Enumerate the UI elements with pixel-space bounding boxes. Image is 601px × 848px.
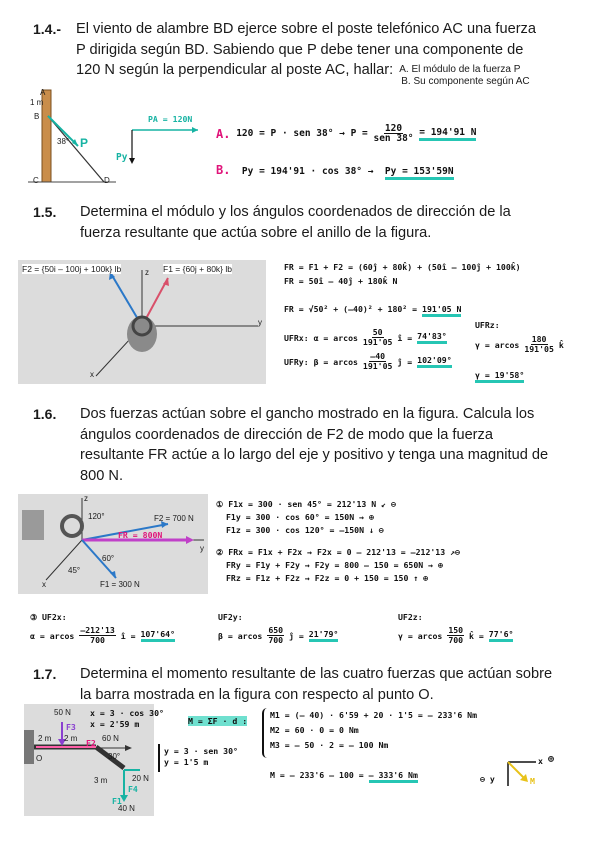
- u-f2x: [30, 626, 175, 645]
- gamma-result: γ = 19'58°: [475, 370, 524, 383]
- u-f2y-title: UF2y:: [218, 612, 243, 622]
- label-b: B: [34, 112, 40, 121]
- axis-x-label: x: [90, 370, 94, 379]
- moment-2: M2 = 60 · 0 = 0 Nm: [270, 725, 359, 735]
- point-o: O: [36, 754, 43, 763]
- ring-diagram: [18, 260, 266, 384]
- statement-line: 120 N según la perpendicular al poste AC, hallar:: [76, 62, 394, 78]
- step-marker: ①: [216, 499, 224, 509]
- answer-a: [216, 124, 476, 143]
- u-f2z: [398, 626, 513, 645]
- statement-line: P dirigida según BD. Sabiendo que P debe tener una componente de: [76, 41, 524, 58]
- beta-result: 21'79°: [309, 629, 339, 642]
- step-line: F1z = 300 · cos 120° = –150N ↓ ⊖: [226, 525, 384, 535]
- hook-figure: [18, 494, 208, 594]
- alpha-expr: α = arcos: [30, 630, 75, 641]
- problem-number-1-6: 1.6.: [33, 406, 57, 422]
- angle-60: 60°: [102, 554, 115, 563]
- frac-den: 191'05: [362, 337, 393, 347]
- pa-label: PA = 120N: [148, 114, 193, 124]
- f20-label: 20 N: [132, 774, 149, 783]
- frac-num: –212'13: [80, 625, 115, 635]
- axis-z-label: z: [84, 494, 88, 503]
- step-line: FRy = F1y + F2y → F2y = 800 – 150 = 650N → ⊕: [226, 560, 443, 570]
- y-calc: [164, 746, 238, 768]
- u-f2y: [218, 626, 338, 645]
- f50-label: 50 N: [54, 708, 71, 717]
- x-value: x = 2'59 m: [90, 719, 140, 729]
- question-a: A. El módulo de la fuerza P: [399, 64, 521, 75]
- frac-den: 191'05: [362, 361, 393, 371]
- frac-den: 700: [448, 635, 464, 645]
- frac-num: 650: [268, 625, 284, 635]
- unit-j: ĵ =: [397, 356, 413, 367]
- problem-1-4-statement: [76, 19, 566, 88]
- hw-1-5-gamma-result: [475, 370, 524, 380]
- step-line: F1x = 300 · sen 45° = 212'13 N ↙ ⊖: [228, 499, 396, 509]
- frac-num: 120: [384, 123, 403, 134]
- bracket: [158, 744, 160, 772]
- axis-x-label: x: [42, 580, 46, 589]
- gamma-result: 77'6°: [489, 629, 514, 642]
- alpha-expr: UFRx: α = arcos: [284, 332, 358, 343]
- answer-a-eq: 120 = P · sen 38° → P =: [236, 128, 368, 139]
- moment-total: [270, 770, 418, 780]
- y-expr: y = 3 · sen 30°: [164, 746, 238, 756]
- f40-label: 40 N: [118, 804, 135, 813]
- frac-num: 150: [448, 625, 464, 635]
- gamma-expr: γ = arcos: [398, 630, 443, 641]
- step-2: [216, 546, 460, 585]
- label-p: P: [80, 136, 89, 150]
- pa-pyfbd: [110, 116, 210, 171]
- axis-m-label: M: [530, 776, 535, 786]
- axis-z-label: z: [145, 268, 149, 277]
- step-3-marker: ③: [30, 612, 38, 622]
- moments-list: [270, 708, 477, 753]
- statement-line: la barra mostrada en la figura con respecto al punto O.: [80, 686, 434, 703]
- moment-total-result: – 333'6 Nm: [369, 770, 418, 783]
- dim-2m-b: 2 m: [64, 734, 78, 743]
- frac-num: 50: [372, 327, 383, 337]
- frac-num: 180: [531, 334, 547, 344]
- alpha-result: 74'83°: [417, 331, 447, 344]
- py-label: Py: [116, 152, 128, 163]
- beta-expr: β = arcos: [218, 630, 263, 641]
- answer-b: [216, 163, 454, 177]
- hw-1-5-line2: FR = 50î – 40ĵ + 180k̂ N: [284, 276, 398, 286]
- beta-expr: UFRy: β = arcos: [284, 356, 358, 367]
- frac-den: 700: [90, 635, 105, 645]
- u-f2x-title: UF2x:: [42, 612, 67, 622]
- x-expr: x = 3 · cos 30°: [90, 708, 164, 718]
- answer-b-letter: B.: [216, 163, 231, 177]
- frac-num: –40: [370, 351, 386, 361]
- moment-formula: [188, 716, 247, 726]
- frac-den: 191'05: [524, 344, 554, 354]
- f3-tag: F3: [66, 722, 76, 732]
- label-d: D: [104, 176, 110, 185]
- axis-y-label: y: [200, 544, 204, 553]
- axis-x-label: x: [538, 756, 543, 766]
- problem-1-6-statement: [80, 404, 572, 486]
- angle-30: 30°: [108, 752, 121, 761]
- problem-number-1-5: 1.5.: [33, 204, 57, 220]
- f2-label: F2 = {50i – 100j + 100k} lb: [22, 264, 122, 274]
- axis-y-label: y: [258, 318, 262, 327]
- unit-i: î =: [397, 332, 413, 343]
- unit-k: k̂ =: [469, 630, 484, 641]
- dim-3m: 3 m: [94, 776, 108, 785]
- label-angle: 38°: [57, 137, 70, 146]
- moment-box: M = ΣF · d :: [188, 716, 248, 726]
- answer-a-letter: A.: [216, 126, 231, 141]
- step-line: FRz = F1z + F2z → F2z = 0 + 150 = 150 ↑ ⊕: [226, 573, 429, 583]
- statement-line: El viento de alambre BD ejerce sobre el poste telefónico AC una fuerza: [76, 21, 536, 37]
- statement-line: ángulos coordenados de dirección de F2 de modo que la fuerza: [80, 426, 493, 443]
- f60-label: 60 N: [102, 734, 119, 743]
- frac-den: 700: [268, 635, 284, 645]
- statement-line: Dos fuerzas actúan sobre el gancho mostrado en la figura. Calcula los: [80, 406, 535, 422]
- moment-total-expr: M = – 233'6 – 100 =: [270, 770, 364, 780]
- hw-1-5-gamma-title: UFRz:: [475, 320, 500, 330]
- unit-i: î =: [120, 630, 136, 641]
- angle-120: 120°: [88, 512, 105, 521]
- fr-label: FR = 800N: [118, 530, 163, 540]
- answer-b-result: Py = 153'59N: [385, 166, 454, 180]
- resultant-expr: FR = √50² + (–40)² + 180² =: [284, 304, 418, 314]
- problem-number-1-4: 1.4.-: [33, 21, 62, 37]
- resultant-value: 191'05 N: [422, 304, 461, 317]
- problem-number-1-7: 1.7.: [33, 666, 57, 682]
- f2-label: F2 = 700 N: [154, 514, 194, 523]
- statement-line: Determina el momento resultante de las cuatro fuerzas que actúan sobre: [80, 666, 553, 682]
- ring-figure: [18, 260, 266, 384]
- statement-line: Determina el módulo y los ángulos coordenados de dirección de la: [80, 204, 511, 220]
- plus-sign: ⊕: [548, 754, 555, 765]
- step-marker: ②: [216, 547, 224, 557]
- f1-label: F1 = {60j + 80k} lb: [163, 264, 232, 274]
- label-dim: 1 m: [30, 98, 44, 107]
- f1-label: F1 = 300 N: [100, 580, 140, 589]
- step-line: FRx = F1x + F2x → F2x = 0 – 212'13 = –212'13 ↗⊖: [228, 547, 460, 557]
- f1-tag: F1: [112, 796, 122, 806]
- f2-tag: F2: [86, 738, 96, 748]
- frac-den: sen 38°: [373, 133, 414, 144]
- hw-1-5-alpha: [284, 328, 447, 347]
- f4-tag: F4: [128, 784, 138, 794]
- answer-b-eq: Py = 194'91 · cos 38° →: [241, 166, 374, 177]
- statement-line: resultante FR actúe a lo largo del eje y positivo y tenga una magnitud de: [80, 447, 549, 463]
- label-c: C: [33, 176, 39, 185]
- question-b: B. Su componente según AC: [401, 76, 530, 87]
- moment-1: M1 = (– 40) · 6'59 + 20 · 1'5 = – 233'6 Nm: [270, 710, 478, 720]
- u-f2z-title: UF2z:: [398, 612, 423, 622]
- dim-2m-a: 2 m: [38, 734, 52, 743]
- statement-line: fuerza resultante que actúa sobre el anillo de la figura.: [80, 224, 432, 241]
- hw-1-5-beta: [284, 352, 452, 371]
- gamma-expr: γ = arcos: [475, 339, 520, 350]
- hw-1-5-line1: FR = F1 + F2 = (60ĵ + 80k̂) + (50î – 100ĵ + 100k̂): [284, 262, 521, 272]
- hw-1-5-line3: [284, 304, 461, 314]
- step-line: F1y = 300 · cos 60° = 150N → ⊕: [226, 512, 374, 522]
- sign-label: ⊖ y: [480, 774, 495, 784]
- statement-line: 800 N.: [80, 467, 123, 484]
- problem-1-5-statement: [80, 202, 572, 243]
- pole-figure: [28, 86, 116, 190]
- y-value: y = 1'5 m: [164, 757, 209, 767]
- beta-result: 102'09°: [417, 355, 452, 368]
- problem-1-7-statement: [80, 664, 572, 705]
- brace: [262, 708, 267, 758]
- hook-diagram: [18, 494, 208, 594]
- x-calc: [90, 708, 164, 730]
- hw-1-5-gamma: [475, 335, 564, 354]
- moment-3: M3 = – 50 · 2 = – 100 Nm: [270, 740, 389, 750]
- angle-45: 45°: [68, 566, 81, 575]
- alpha-result: 107'64°: [141, 629, 176, 642]
- answer-a-result: = 194'91 N: [419, 127, 476, 141]
- unit-k: k̂: [558, 339, 564, 350]
- label-a: A: [40, 88, 46, 97]
- moment-axis-sketch: [502, 756, 562, 792]
- unit-j: ĵ =: [289, 630, 304, 641]
- step-1: [216, 498, 396, 537]
